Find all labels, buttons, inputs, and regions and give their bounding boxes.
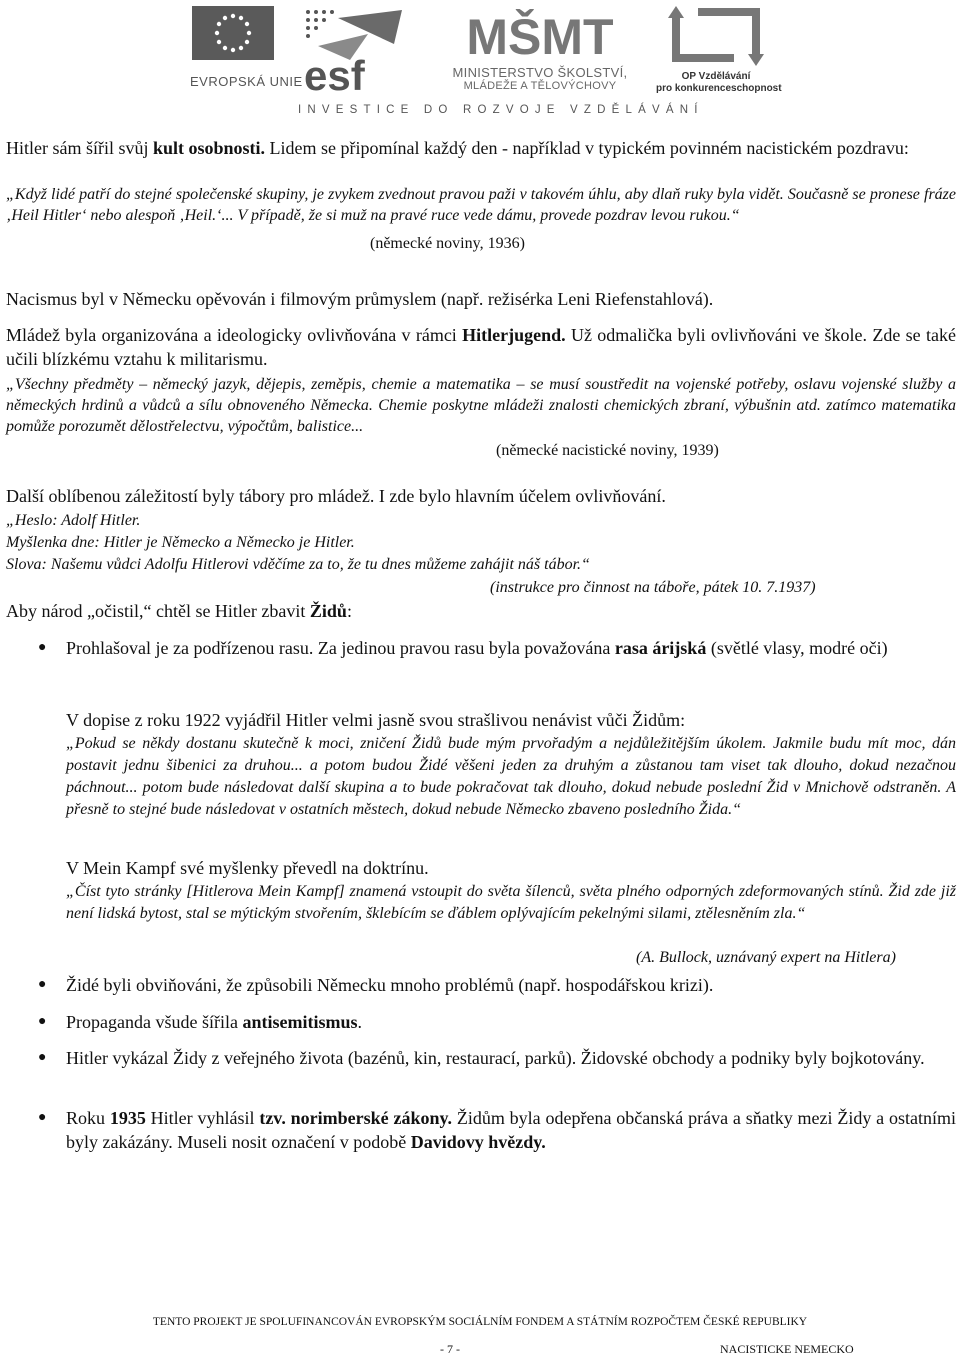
letter-intro: V dopise z roku 1922 vyjádřil Hitler velmi jasně svou strašlivou nenávist vůči Židům: [66,710,686,730]
salute-quote: „Když lidé patří do stejné společenské skupiny, je zvykem zvednout pravou paži v takovém úhlu, aby dlaň ruky byla vidět. Současně se pronese fráze ‚Heil Hitler‘ nebo alespoň ‚Heil.‘... V případě, že si muž na pravé ruce vede dámu, provede pozdrav levou rukou.“ [6,186,956,224]
esf-wordmark: esf [304,52,365,96]
bullet-icon: ● [38,977,47,992]
eu-flag-icon [192,6,274,60]
msmt-graphic [440,4,640,60]
camp-motto: „Heslo: Adolf Hitler. [6,512,141,529]
film-paragraph: Nacismus byl v Německu opěvován i filmovým průmyslem (např. režisérka Leni Riefenstahlová). [6,289,714,309]
msmt-line2: MLÁDEŽE A TĚLOVÝCHOVY [463,80,617,92]
camp-source: (instrukce pro činnost na táboře, pátek 10. 7.1937) [490,579,816,596]
op-graphic-icon [656,4,776,66]
star-of-david-term: Davidovy hvězdy. [410,1132,546,1152]
bullet-icon: ● [38,1110,47,1125]
kult-osobnosti-term: kult osobnosti. [153,138,266,158]
mein-kampf-intro: V Mein Kampf své myšlenky převedl na doktrínu. [66,858,429,878]
propaganda-bullet: Propaganda všude šířila antisemitismus. [66,1012,362,1032]
intro-paragraph: Hitler sám šířil svůj kult osobnosti. Lidem se připomínal každý den - například v typickém povinném nacistickém pozdravu: [6,138,909,158]
esf-graphic [298,4,410,96]
page-number: - 7 - [440,1342,460,1356]
footer-project-note: TENTO PROJEKT JE SPOLUFINANCOVÁN EVROPSKÝM SOCIÁLNÍM FONDEM A STÁTNÍM ROZPOČTEM ČESKÉ REPUBLIKY [152,1316,808,1328]
nuremberg-bullet: Roku 1935 Hitler vyhlásil tzv. norimberské zákony. Židům byla odepřena občanská práva a sňatky mezi Židy a ostatními byly zakázány. Museli nosit označení v podobě Davidovy hvězdy. [66,1108,957,1152]
esf-logo [298,4,410,96]
op-logo [656,4,782,96]
bullet-icon: ● [38,1014,47,1029]
footer-document-name: NACISTICKE NEMECKO [720,1342,854,1356]
bullet-icon: ● [38,1050,47,1065]
mein-kampf-quote: „Číst tyto stránky [Hitlerova Mein Kampf] znamená vstoupit do světa šílenců, světa plného odporných zdeformovaných stínů. Žid zde již není lidská bytost, stal se mýtickým stvořením, šklebícím se ďáblem oplývajícím pekelnými silami, ztělesněním zla.“ [66,883,956,922]
race-bullet: Prohlašoval je za podřízenou rasu. Za jedinou pravou rasu byla považována rasa árijská (světlé vlasy, modré oči) [66,638,888,658]
youth-paragraph: Mládež byla organizována a ideologicky ovlivňována v rámci Hitlerjugend. Už odmalička byli ovlivňováni ve škole. Zde se také učili blízkému vztahu k militarismu. [6,325,956,369]
salute-quote-source: (německé noviny, 1936) [370,235,525,252]
hitlerjugend-term: Hitlerjugend. [462,325,566,345]
eu-logo [190,6,303,96]
msmt-wordmark: MŠMT [466,9,614,60]
camp-words: Slova: Našemu vůdci Adolfu Hitlerovi vděčíme za to, že tu dnes můžeme zahájit náš tábor.“ [6,556,590,573]
nuremberg-laws-term: tzv. norimberské zákony. [259,1108,452,1128]
eu-label: EVROPSKÁ UNIE [190,74,303,89]
camp-paragraph: Další oblíbenou záležitostí byly tábory pro mládež. I zde bylo hlavním účelem ovlivňování. [6,486,666,506]
header-tagline: INVESTICE DO ROZVOJE VZDĚLÁVÁNÍ [298,104,704,116]
letter-quote: „Pokud se někdy dostanu skutečně k moci, zničení Židů bude mým prvořadým a nejdůležitějším úkolem. Jakmile budu mít moc, dán postavit jednu šibenici za druhou... a potom budou Židé věšeni jeden za druhým a zůstanou tam viset tak dlouho, dokud nezačnou páchnout... potom bude následovat další skupina a to bude pokračovat tak dlouho, dokud nebude poslední Žid v Mnichově odstraněn. A přesně to stejné bude následovat v ostatních městech, dokud nebude Německo zbaveno posledního Žida.“ [66,735,956,818]
antisemitism-term: antisemitismus [242,1012,358,1032]
school-quote-source: (německé nacistické noviny, 1939) [496,442,719,459]
mein-kampf-source: (A. Bullock, uznávaný expert na Hitlera) [636,949,896,966]
op-line1: OP Vzdělávání [681,71,751,82]
msmt-logo [440,4,640,96]
jews-heading: Aby národ „očistil,“ chtěl se Hitler zbavit Židů: [6,601,352,621]
camp-thought: Myšlenka dne: Hitler je Německo a Německo je Hitler. [6,534,355,551]
aryan-race-term: rasa árijská [614,638,707,658]
msmt-line1: MINISTERSTVO ŠKOLSTVÍ, [452,65,628,80]
op-line2: pro konkurenceschopnost [656,83,782,94]
school-quote: „Všechny předměty – německý jazyk, dějepis, zeměpis, chemie a matematika – se musí soustředit na vojenské potřeby, oslavu vojenské služby a německých hrdinů a vůdců a sílu obnoveného Německa. Chemie poskytne mládeži znalosti chemických zbraní, výbušnin atd. zatímco matematika pomůže porozumět dělostřelectvu, výpočtům, balistice... [6,376,956,435]
bullet-icon: ● [38,640,47,655]
year-1935: 1935 [109,1108,146,1128]
zidu-term: Židů [309,601,347,621]
blame-bullet: Židé byli obviňováni, že způsobili Německu mnoho problémů (např. hospodářskou krizi). [66,975,714,995]
exclusion-bullet: Hitler vykázal Židy z veřejného života (bazénů, kin, restaurací, parků). Židovské obchody a podniky byly bojkotovány. [66,1048,925,1068]
